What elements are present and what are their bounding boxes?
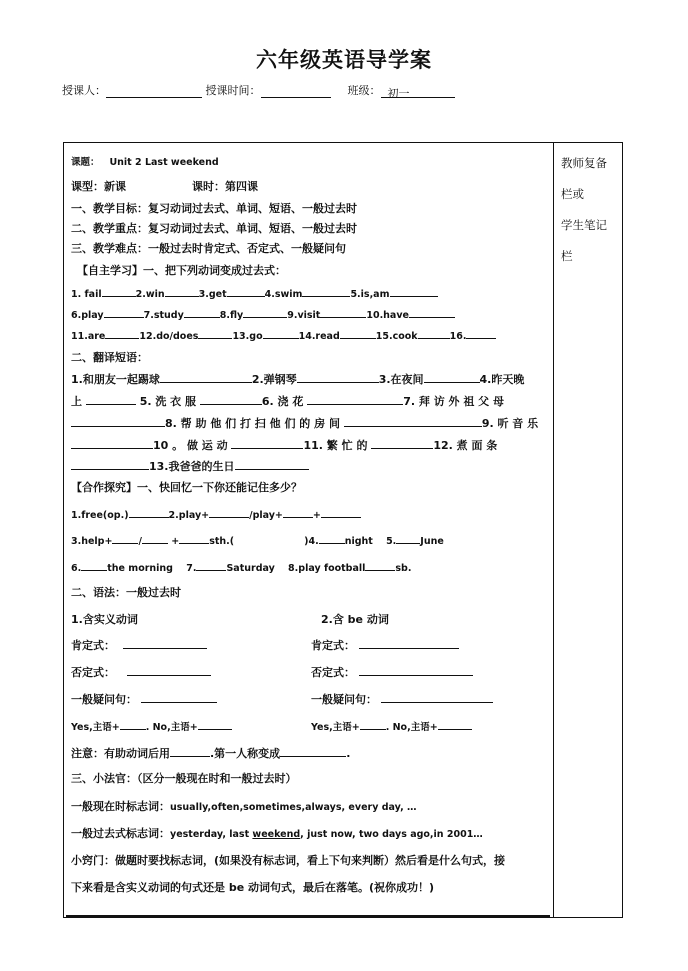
- side-line: 教师复备: [561, 156, 607, 170]
- right-affirm: 肯定式：: [311, 637, 459, 653]
- past-markers: 一般过去式标志词：yesterday, last weekend, just now, two days ago,in 2001…: [71, 827, 483, 840]
- grammar-left-title: 1.含实义动词: [71, 613, 138, 626]
- coop-row-3: 6. the morning 7. Saturday 8.play football sb.: [71, 559, 411, 574]
- coop-heading: 【合作探究】一、快回忆一下你还能记住多少？: [71, 481, 302, 494]
- left-question: 一般疑问句：: [71, 691, 217, 707]
- coop-row-2: 3.help+ / + sth.( )4. night 5. June: [71, 532, 444, 547]
- phrase-line-3: 8. 帮 助 他 们 打 扫 他 们 的 房 间 9. 听 音 乐: [71, 415, 538, 431]
- header-info: [62, 82, 455, 98]
- time-blank[interactable]: [261, 85, 331, 98]
- column-divider: [553, 142, 554, 918]
- phrase-line-2: 上 5. 洗 衣 服 6. 浇 花 7. 拜 访 外 祖 父 母: [71, 395, 505, 408]
- verb-row-1: 1. fail 2.win 3.get 4.swim 5.is,am: [71, 285, 438, 300]
- phrases-heading: 二、翻译短语：: [71, 351, 148, 364]
- class-blank[interactable]: [381, 85, 455, 98]
- phrase-line-4: 10 。 做 运 动 11. 繁 忙 的 12. 煮 面 条: [71, 437, 497, 453]
- coop-row-1: 1.free(op.) 2.play+ /play+ +: [71, 506, 361, 521]
- left-affirm: 肯定式：: [71, 637, 207, 653]
- class-label: 班级：: [347, 84, 381, 97]
- right-question: 一般疑问句：: [311, 691, 493, 707]
- grammar-note: 注意：有助动词后用 .第一人称变成 .: [71, 747, 351, 760]
- page-title: 六年级英语导学案: [256, 47, 432, 72]
- grammar-heading: 二、语法：一般过去时: [71, 586, 181, 599]
- time-label: 授课时间：: [205, 84, 261, 97]
- hard-line: 三、教学难点：一般过去时肯定式、否定式、一般疑问句: [71, 242, 346, 255]
- tip-line-1: 小窍门：做题时要找标志词，(如果没有标志词，看上下句来判断）然后看是什么句式，接: [71, 854, 506, 867]
- tip-line-2: 下来看是含实义动词的句式还是 be 动词句式，最后在落笔。(祝你成功！): [71, 881, 435, 894]
- verb-row-3: 11.are 12.do/does 13.go 14.read 15.cook 16.: [71, 327, 496, 342]
- self-study-heading: 【自主学习】一、把下列动词变成过去式：: [77, 264, 286, 277]
- phrase-line-5: 13.我爸爸的生日: [71, 458, 309, 474]
- verb-row-2: 6.play 7.study 8.fly 9.visit 10.have: [71, 306, 455, 321]
- key-line: 二、教学重点：复习动词过去式、单词、短语、一般过去时: [71, 222, 357, 235]
- goal-line: 一、教学目标：复习动词过去式、单词、短语、一般过去时: [71, 202, 357, 215]
- topic-line: 课题： Unit 2 Last weekend: [71, 157, 219, 168]
- grammar-right-title: 2.含 be 动词: [321, 613, 389, 626]
- teacher-blank[interactable]: [106, 85, 202, 98]
- teacher-label: 授课人：: [62, 84, 106, 97]
- phrase-line-1: 1.和朋友一起踢球 2.弹钢琴 3.在夜间 4.昨天晚: [71, 373, 525, 386]
- bottom-rule: [66, 915, 550, 917]
- left-negative: 否定式：: [71, 664, 211, 680]
- type-line: 课型：新课 课时：第四课: [71, 180, 258, 193]
- judge-heading: 三、小法官：（区分一般现在时和一般过去时）: [71, 772, 297, 785]
- left-answers: Yes,主语+ . No,主语+: [71, 718, 232, 733]
- side-line: 栏: [561, 249, 573, 263]
- present-markers: 一般现在时标志词：usually,often,sometimes,always, every day, …: [71, 800, 417, 813]
- right-negative: 否定式：: [311, 664, 473, 680]
- side-notes-column: [561, 148, 619, 272]
- side-line: 学生笔记: [561, 218, 607, 232]
- class-value: 初一: [387, 87, 410, 100]
- side-line: 栏或: [561, 187, 584, 201]
- right-answers: Yes,主语+ . No,主语+: [311, 718, 472, 733]
